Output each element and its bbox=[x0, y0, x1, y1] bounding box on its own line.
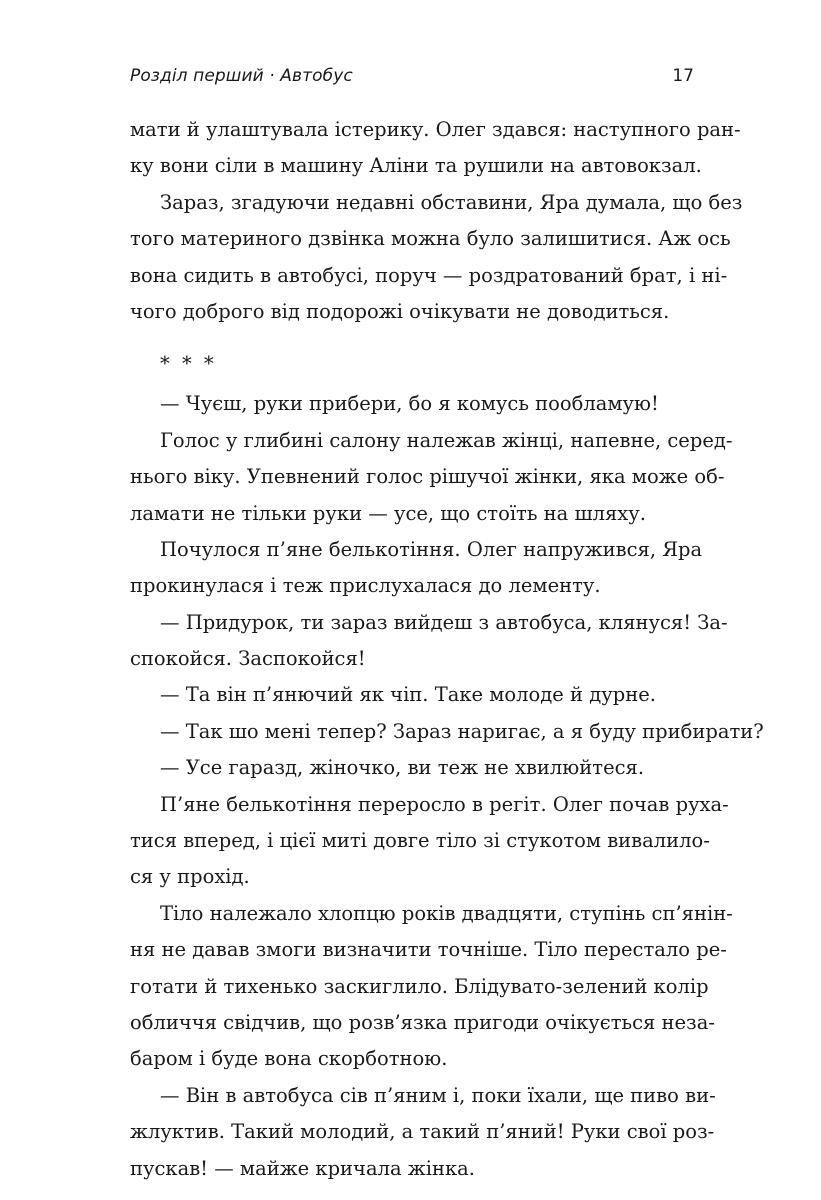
text-line: ся у прохід. bbox=[130, 865, 250, 889]
text-line: пускав! — майже кричала жінка. bbox=[130, 1156, 475, 1180]
text-line: ламати не тільки руки — усе, що стоїть на шляху. bbox=[130, 501, 646, 525]
paragraph bbox=[130, 605, 728, 678]
text-line: Голос у глибині салону належав жінці, напевне, серед- bbox=[160, 428, 733, 452]
text-line: — Так шо мені тепер? Зараз наригає, а я буду прибирати? bbox=[160, 719, 764, 743]
text-line: П’яне белькотіння переросло в регіт. Олег почав руха- bbox=[160, 792, 729, 816]
running-header bbox=[130, 66, 694, 90]
chapter-title: Розділ перший · Автобус bbox=[130, 66, 353, 86]
text-line: вона сидить в автобусі, поруч — роздратований брат, і ні- bbox=[130, 263, 728, 287]
text-line: тися вперед, і цієї миті довге тіло зі стукотом вивалило- bbox=[130, 829, 710, 853]
text-line: Тіло належало хлопцю років двадцяти, ступінь сп’янін- bbox=[160, 901, 733, 925]
text-line: прокинулася і теж прислухалася до лементу. bbox=[130, 574, 601, 598]
paragraph bbox=[130, 185, 743, 331]
text-line: обличчя свідчив, що розв’язка пригоди очікується неза- bbox=[130, 1010, 715, 1034]
paragraph bbox=[130, 750, 694, 786]
text-line: ня не давав змоги визначити точніше. Тіло перестало ре- bbox=[130, 938, 727, 962]
paragraph bbox=[130, 896, 733, 1078]
page-number: 17 bbox=[672, 66, 694, 86]
text-line: спокойся. Заспокойся! bbox=[130, 647, 366, 671]
paragraph bbox=[130, 532, 703, 605]
text-line: жлуктив. Такий молодий, а такий п’яний! Руки свої роз- bbox=[130, 1120, 715, 1144]
text-line: чого доброго від подорожі очікувати не доводиться. bbox=[130, 299, 670, 323]
paragraph bbox=[130, 423, 733, 532]
scene-separator: * * * bbox=[160, 352, 217, 376]
text-line: ку вони сіли в машину Аліни та рушили на автовокзал. bbox=[130, 154, 702, 178]
paragraph bbox=[130, 112, 741, 185]
text-line: — Він в автобуса сів п’яним і, поки їхали, ще пиво ви- bbox=[160, 1083, 716, 1107]
text-line: Почулося п’яне белькотіння. Олег напружився, Яра bbox=[160, 537, 703, 561]
paragraph bbox=[130, 1078, 716, 1187]
paragraph bbox=[130, 714, 764, 750]
text-line: — Усе гаразд, жіночко, ви теж не хвилюйтеся. bbox=[160, 756, 645, 780]
text-line: готати й тихенько заскиглило. Блідувато-зелений колір bbox=[130, 974, 709, 998]
paragraph bbox=[130, 677, 694, 713]
text-line: мати й улаштувала істерику. Олег здався: наступного ран- bbox=[130, 118, 741, 141]
text-line: Зараз, згадуючи недавні обставини, Яра думала, що без bbox=[160, 190, 743, 214]
section-gap bbox=[130, 330, 694, 342]
text-line: нього віку. Упевнений голос рішучої жінки, яка може об- bbox=[130, 465, 725, 489]
text-line: — Придурок, ти зараз вийдеш з автобуса, клянуся! За- bbox=[160, 610, 728, 634]
paragraph bbox=[130, 386, 694, 422]
paragraph bbox=[130, 787, 729, 896]
text-line: того материного дзвінка можна було залишитися. Аж ось bbox=[130, 227, 731, 251]
text-line: — Та він п’янючий як чіп. Таке молоде й дурне. bbox=[160, 683, 656, 707]
body-text bbox=[130, 112, 764, 1187]
text-line: — Чуєш, руки прибери, бо я комусь пообламую! bbox=[160, 392, 659, 416]
text-line: баром і буде вона скорботною. bbox=[130, 1047, 448, 1071]
